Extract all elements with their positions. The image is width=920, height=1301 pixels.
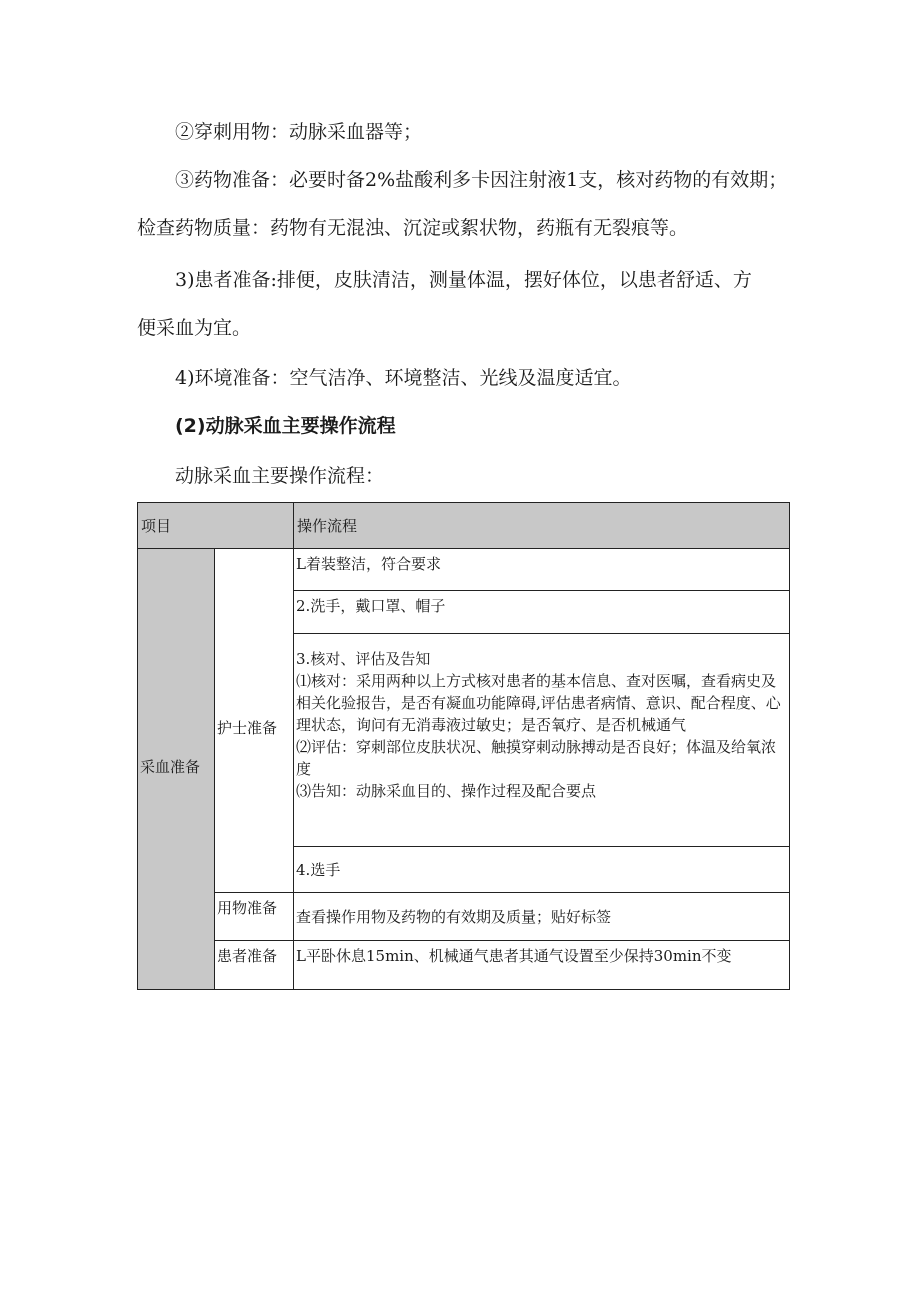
nurse-step-3-verify: ⑴核对：采用两种以上方式核对患者的基本信息、查对医嘱，查看病史及相关化验报告，是否有凝血功能障碍,评估患者病情、意识、配合程度、心理状态，询问有无消毒液过敏史；是否氧疗、是否机械通气 bbox=[296, 672, 781, 734]
patient-prep-label: 患者准备 bbox=[215, 941, 294, 990]
patient-step: L平卧休息15min、机械通气患者其通气设置至少保持30min不变 bbox=[294, 941, 790, 990]
patient-prep-line-2: 便采血为宜。 bbox=[137, 317, 252, 339]
paragraph-patient-prep bbox=[137, 256, 797, 352]
nurse-prep-label: 护士准备 bbox=[215, 549, 294, 893]
nurse-step-4: 4.选手 bbox=[294, 847, 790, 893]
table-caption: 动脉采血主要操作流程： bbox=[175, 465, 385, 487]
material-prep-label: 用物准备 bbox=[215, 893, 294, 941]
nurse-step-1: L着装整洁，符合要求 bbox=[294, 549, 790, 591]
table-header-row bbox=[138, 503, 790, 549]
drug-prep-line-2: 检查药物质量：药物有无混浊、沉淀或絮状物，药瓶有无裂痕等。 bbox=[137, 217, 689, 239]
nurse-step-3-assess: ⑵评估：穿刺部位皮肤状况、触摸穿刺动脉搏动是否良好；体温及给氧浓度 bbox=[296, 738, 777, 778]
paragraph-drug-prep bbox=[137, 156, 797, 252]
table-row bbox=[138, 549, 790, 591]
patient-prep-line-1: 3)患者准备:排便，皮肤清洁，测量体温，摆好体位，以患者舒适、方 bbox=[175, 269, 752, 291]
nurse-step-3-inform: ⑶告知：动脉采血目的、操作过程及配合要点 bbox=[296, 782, 597, 800]
table-row bbox=[138, 893, 790, 941]
paragraph-environment-prep: 4)环境准备：空气洁净、环境整洁、光线及温度适宜。 bbox=[175, 367, 632, 389]
nurse-step-3 bbox=[294, 634, 790, 847]
drug-prep-line-1: ③药物准备：必要时备2%盐酸利多卡因注射液1支，核对药物的有效期； bbox=[175, 169, 788, 191]
header-process: 操作流程 bbox=[294, 503, 790, 549]
nurse-step-3-title: 3.核对、评估及告知 bbox=[296, 650, 431, 668]
table-row bbox=[138, 941, 790, 990]
paragraph-puncture-supplies: ②穿刺用物：动脉采血器等； bbox=[175, 121, 423, 143]
material-step: 查看操作用物及药物的有效期及质量；贴好标签 bbox=[294, 893, 790, 941]
procedure-table bbox=[137, 502, 790, 990]
header-item: 项目 bbox=[138, 503, 294, 549]
section-heading: (2)动脉采血主要操作流程 bbox=[175, 415, 396, 437]
nurse-step-2: 2.洗手，戴口罩、帽子 bbox=[294, 591, 790, 634]
group-label-blood-prep: 采血准备 bbox=[138, 549, 215, 990]
